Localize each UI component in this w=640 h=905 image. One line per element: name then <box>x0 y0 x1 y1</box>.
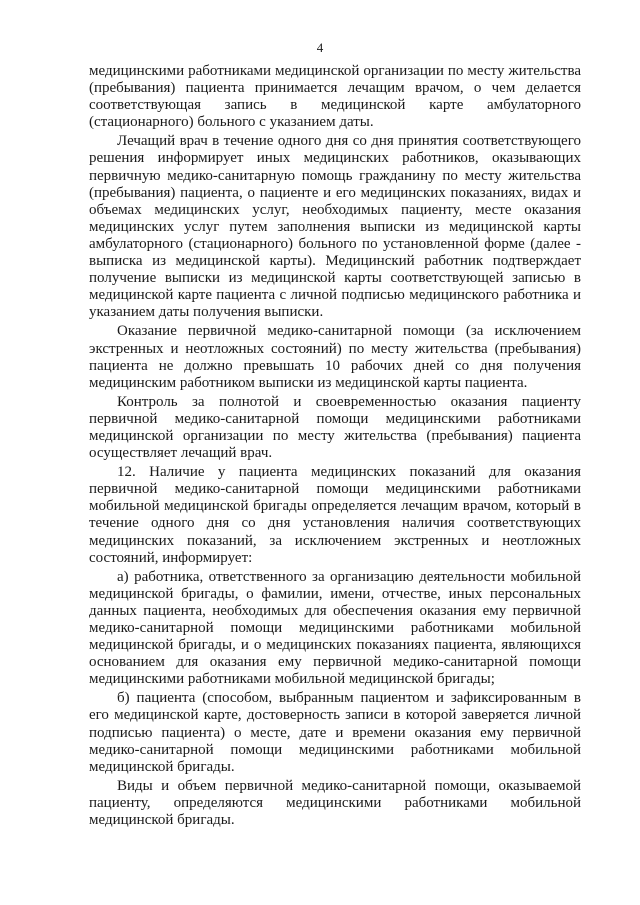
document-body <box>89 63 581 831</box>
paragraph-scope-of-care: Виды и объем первичной медико-санитарной помощи, оказываемой пациенту, определяются медицинскими работниками мобильной медицинской бригады. <box>89 777 581 829</box>
paragraph-control: Контроль за полнотой и своевременностью оказания пациенту первичной медико-санитарной помощи медицинскими работниками медицинской организации по месту жительства (пребывания) пациента осуществляет лечащий врач. <box>89 393 581 462</box>
paragraph-attending-physician-informs: Лечащий врач в течение одного дня со дня принятия соответствующего решения информирует иных медицинских работников, оказывающих первичную медико-санитарную помощь гражданину по месту жительства (пребывания) пациента, о пациенте и его медицинских показаниях, видах и объемах медицинских услуг, необходимых пациенту, месте оказания медицинских услуг путем заполнения выписки из медицинской карты амбулаторного (стационарного) больного по установленной форме (далее - выписка из медицинской карты). Медицинский работник подтверждает получение выписки из медицинской карты соответствующей записью в медицинской карте пациента с личной подписью медицинского работника и указанием даты получения выписки. <box>89 133 581 321</box>
paragraph-continuation: медицинскими работниками медицинской организации по месту жительства (пребывания) пациента принимается лечащим врачом, о чем делается соответствующая запись в медицинской карте амбулаторного (стационарного) больного с указанием даты. <box>89 63 581 131</box>
paragraph-care-deadline: Оказание первичной медико-санитарной помощи (за исключением экстренных и неотложных состояний) по месту жительства (пребывания) пациента не должно превышать 10 рабочих дней со дня получения медицинским работником выписки из медицинской карты пациента. <box>89 323 581 391</box>
paragraph-item-12: 12. Наличие у пациента медицинских показаний для оказания первичной медико-санитарной помощи медицинскими работниками мобильной медицинской бригады определяется лечащим врачом, который в течение одного дня со дня установления наличия соответствующих медицинских показаний, за исключением экстренных и неотложных состояний, информирует: <box>89 464 581 566</box>
paragraph-item-12-b: б) пациента (способом, выбранным пациентом и зафиксированным в его медицинской карте, достоверность записи в которой заверяется личной подписью пациента) о месте, дате и времени оказания ему первичной медико-санитарной помощи медицинскими работниками мобильной медицинской бригады. <box>89 690 581 775</box>
paragraph-item-12-a: а) работника, ответственного за организацию деятельности мобильной медицинской бригады, о фамилии, имени, отчестве, иных персональных данных пациента, необходимых для обеспечения оказания ему первичной медико-санитарной помощи медицинскими работниками мобильной медицинской бригады, и о медицинских показаниях пациента, являющихся основанием для оказания ему первичной медико-санитарной помощи медицинскими работниками мобильной медицинской бригады; <box>89 568 581 688</box>
page-number: 4 <box>316 40 324 55</box>
